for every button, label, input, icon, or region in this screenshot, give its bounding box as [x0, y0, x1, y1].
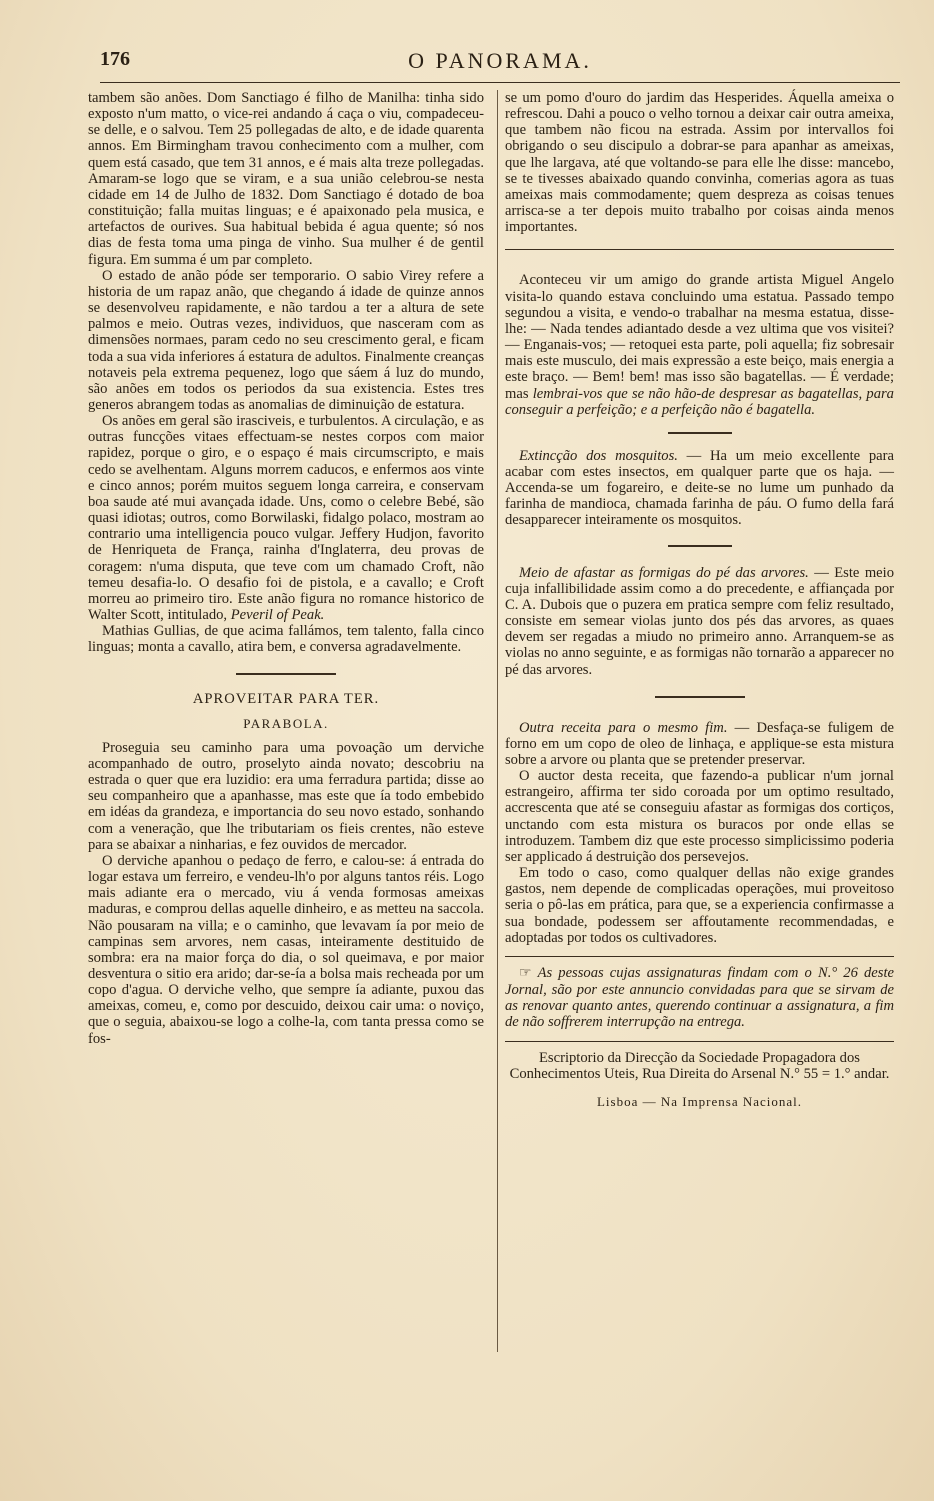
section-subtitle: PARABOLA.	[243, 715, 329, 731]
item-heading: Meio de afastar as formigas do pé das arvores.	[519, 564, 809, 581]
paragraph: O derviche apanhou o pedaço de ferro, e calou-se: á entrada do logar estava um ferreiro, e vendeu-lh'o por alguns tantos réis. Logo mais adiante era o mercado, viu á venda formosas ameixas maduras, e comprou dellas aquelle dinheiro, e as metteu na saccola. Não pousaram na villa; e o caminho, que levavam ía por meio de campinas sem arvores, nem casas, inteiramente destituido de sombra: era na maior força do dia, o sol queimava, e por maior desventura o sitio era arido; dar-se-ía a bolsa mais recheada por um copo d'agua. O derviche velho, que sempre ía adiante, puxou das ameixas, comeu, e, como por descuido, deixou cair uma: o noviço, que o seguia, abaixou-se logo a colhe-la, com tanta pressa como se fos-	[88, 852, 484, 1047]
notice-rule	[505, 956, 894, 957]
masthead-title: O PANORAMA.	[408, 48, 592, 73]
section-separator	[668, 545, 732, 547]
item-heading: Extincção dos mosquitos.	[519, 447, 678, 464]
column-divider	[497, 90, 498, 1352]
italic-moral: lembrai-vos que se não hão-de despresar as bagatellas, para conseguir a perfeição; e a perfeição não é bagatella.	[505, 385, 894, 418]
header-rule	[100, 82, 900, 83]
paragraph: Em todo o caso, como qualquer dellas não exige grandes gastos, nem depende de complicadas operações, mui proveitoso seria o pô-las em prática, para que, se a experiencia confirmasse a sua bondade, podessem ser affoutamente recommendadas, e adoptadas por todos os cultivadores.	[505, 865, 894, 946]
book-title: Peveril of Peak.	[230, 607, 325, 623]
section-separator	[668, 432, 732, 434]
item-heading: Outra receita para o mesmo fim.	[519, 719, 728, 736]
paragraph: Aconteceu vir um amigo do grande artista Miguel Angelo visita-lo quando estava concluindo uma estatua. Passado tempo segundou a visita, e vendo-o trabalhar na mesma estatua, disse-lhe: — Nada tendes adiantado desde a vez ultima que vos visitei? — Enganais-vos; — retoquei esta parte, poli aquella; fiz sobresair mais este musculo, dei mais expressão a este beiço, mais energia a este braço. — Bem! bem! mas isso são bagatellas. — É verdade; mas lembrai-vos que se não hão-de despresar as bagatellas, para conseguir a perfeição; e a perfeição não é bagatella.	[505, 272, 894, 418]
office-rule	[505, 1041, 894, 1042]
right-column	[505, 90, 894, 1110]
paragraph: O estado de anão póde ser temporario. O sabio Virey refere a historia de um rapaz anão, que chegando á idade de quinze annos se desenvolveu rapidamente, e não tardou a ter a altura de sete palmos e meio. Outras vezes, individuos, que nasceram com as dimensões normaes, param cedo no seu crescimento geral, e ficam toda a sua vida inferiores á estatura de adultos. Finalmente creanças notaveis pela extrema pequenez, logo que sáem á luz do mundo, são anões em todos os periodos da sua existencia. Estes tres generos abrangem todas as anomalias de diminuição de estatura.	[88, 267, 484, 413]
paragraph: Mathias Gullias, de que acima fallámos, tem talento, falla cinco linguas; monta a cavallo, atira bem, e conversa agradavelmente.	[88, 623, 484, 656]
left-column	[88, 90, 484, 1047]
section-separator	[236, 673, 336, 675]
paragraph: Meio de afastar as formigas do pé das arvores. — Este meio cuja infallibilidade assim como a do precedente, e affiançada por C. A. Dubois que o puzera em pratica sempre com feliz resultado, consiste em semear violas junto dos pés das arvores, as quaes devem ser regadas a miudo no primeiro anno. Arranquem-se as violas no anno seguinte, e as formigas não tornarão a apparecer no pé das arvores.	[505, 564, 894, 678]
paragraph: Extincção dos mosquitos. — Ha um meio excellente para acabar com estes insectos, em qualquer parte que os haja. — Accenda-se um fogareiro, e deite-se no lume um punhado da farinha de mandioca, chamada farinha de páu. O fumo della fará desapparecer inteiramente os mosquitos.	[505, 447, 894, 529]
paragraph: se um pomo d'ouro do jardim das Hesperides. Áquella ameixa o refrescou. Dahi a pouco o velho tornou a deixar cair outra ameixa, que tambem não ficou na estrada. Assim por intervallos foi obrigando o seu discipulo a dobrar-se para apanhar as ameixas, que lhe largava, até que voltando-se para elle lhe disse: mancebo, se te tivesses abaixado quando convinha, comerias agora as tuas ameixas mais commodamente; quem despreza as coisas tenues arrisca-se a ter depois muito trabalho por coisas ainda menos importantes.	[505, 90, 894, 236]
paragraph: Proseguia seu caminho para uma povoação um derviche acompanhado de outro, proselyto ainda novato; descobriu na estrada o quer que era luzidio: era uma ferradura partida; disse ao seu companheiro que a apanhasse, mas este que ía todo embebido em idéas da grandeza, e importancia do seu novo estado, sonhando com a veneração, que lhe tributariam os fieis crentes, não esteve para se abaixar a ninharias, e fez ouvidos de mercador.	[88, 739, 484, 853]
paragraph: Outra receita para o mesmo fim. — Desfaça-se fuligem de forno em um copo de oleo de linhaça, e applique-se esta mistura sobre a arvore ou planta que se pretender preservar.	[505, 719, 895, 768]
section-separator	[655, 696, 745, 698]
paragraph: Os anões em geral são irasciveis, e turbulentos. A circulação, e as outras funcções vitaes effectuam-se nestes corpos com maior rapidez, porque o giro, e o espaço é mais circumscripto, e mais cedo se avelhentam. Alguns morrem caducos, e enfermos aos vinte e cinco annos; porém muitos seguem longa carreira, e conservam boa saude até mui avançada idade. Uns, como o celebre Bebé, são quasi idiotas; outros, como Borwilaski, fidalgo polaco, mostram ao contrario uma intelligencia pouco vulgar. Jeffery Hudjon, favorito de Henriqueta de França, rainha d'Inglaterra, deu provas de coragem: n'uma disputa, que teve com um chamado Croft, não temeu desafia-lo. O desafio foi de pistola, e a cavallo; e Croft morreu ao primeiro tiro. Este anão figura no romance historico de Walter Scott, intitulado, Peveril of Peak.	[88, 413, 484, 623]
imprint-line: Lisboa — Na Imprensa Nacional.	[596, 1093, 803, 1109]
paragraph: O auctor desta receita, que fazendo-a publicar n'um jornal estrangeiro, affirma ter sido coroada por um optimo resultado, accrescenta que até se conseguiu afastar as formigas dos cortiços, unctando com esta mistura os buracos por onde ellas se introduzem. Tambem diz que este processo simplicissimo poderia ser applicado á destruição dos persevejos.	[505, 768, 894, 865]
section-title: APROVEITAR PARA TER.	[192, 691, 380, 708]
page-number: 176	[100, 48, 130, 70]
office-address: Escriptorio da Direcção da Sociedade Propagadora dos Conhecimentos Uteis, Rua Direita do Arsenal N.° 55 = 1.° andar.	[509, 1049, 890, 1082]
article-rule	[505, 249, 894, 250]
page-header	[100, 48, 900, 82]
pointing-hand-icon: ☞	[519, 965, 532, 981]
paragraph: tambem são anões. Dom Sanctiago é filho de Manilha: tinha sido exposto n'um matto, o vice-rei andando á caça o viu, compadeceu-se delle, e o salvou. Tem 25 pollegadas de alto, e de idade quarenta annos. Em Birmingham travou conhecimento com a mulher, com quem está casado, que tem 31 annos, e é mais alta treze pollegadas. Amaram-se logo que se viram, e a sua união celebrou-se nesta cidade em 14 de Julho de 1832. Dom Sanctiago é dotado de boa constituição; falla muitas linguas; e é apaixonado pela musica, e artefactos de ourives. Sua habitual bebida é agua quente; só nos dias de festa toma uma pinga de vinho. Sua mulher é de gentil figura. Em summa é um par completo.	[88, 90, 484, 268]
subscription-notice	[505, 965, 894, 1031]
notice-text: As pessoas cujas assignaturas findam com o N.° 26 deste Jornal, são por este annuncio convidadas para que se sirvam de as renovar quanto antes, querendo continuar a assignatura, a fim de não soffrerem interrupção na entrega.	[505, 964, 894, 1031]
